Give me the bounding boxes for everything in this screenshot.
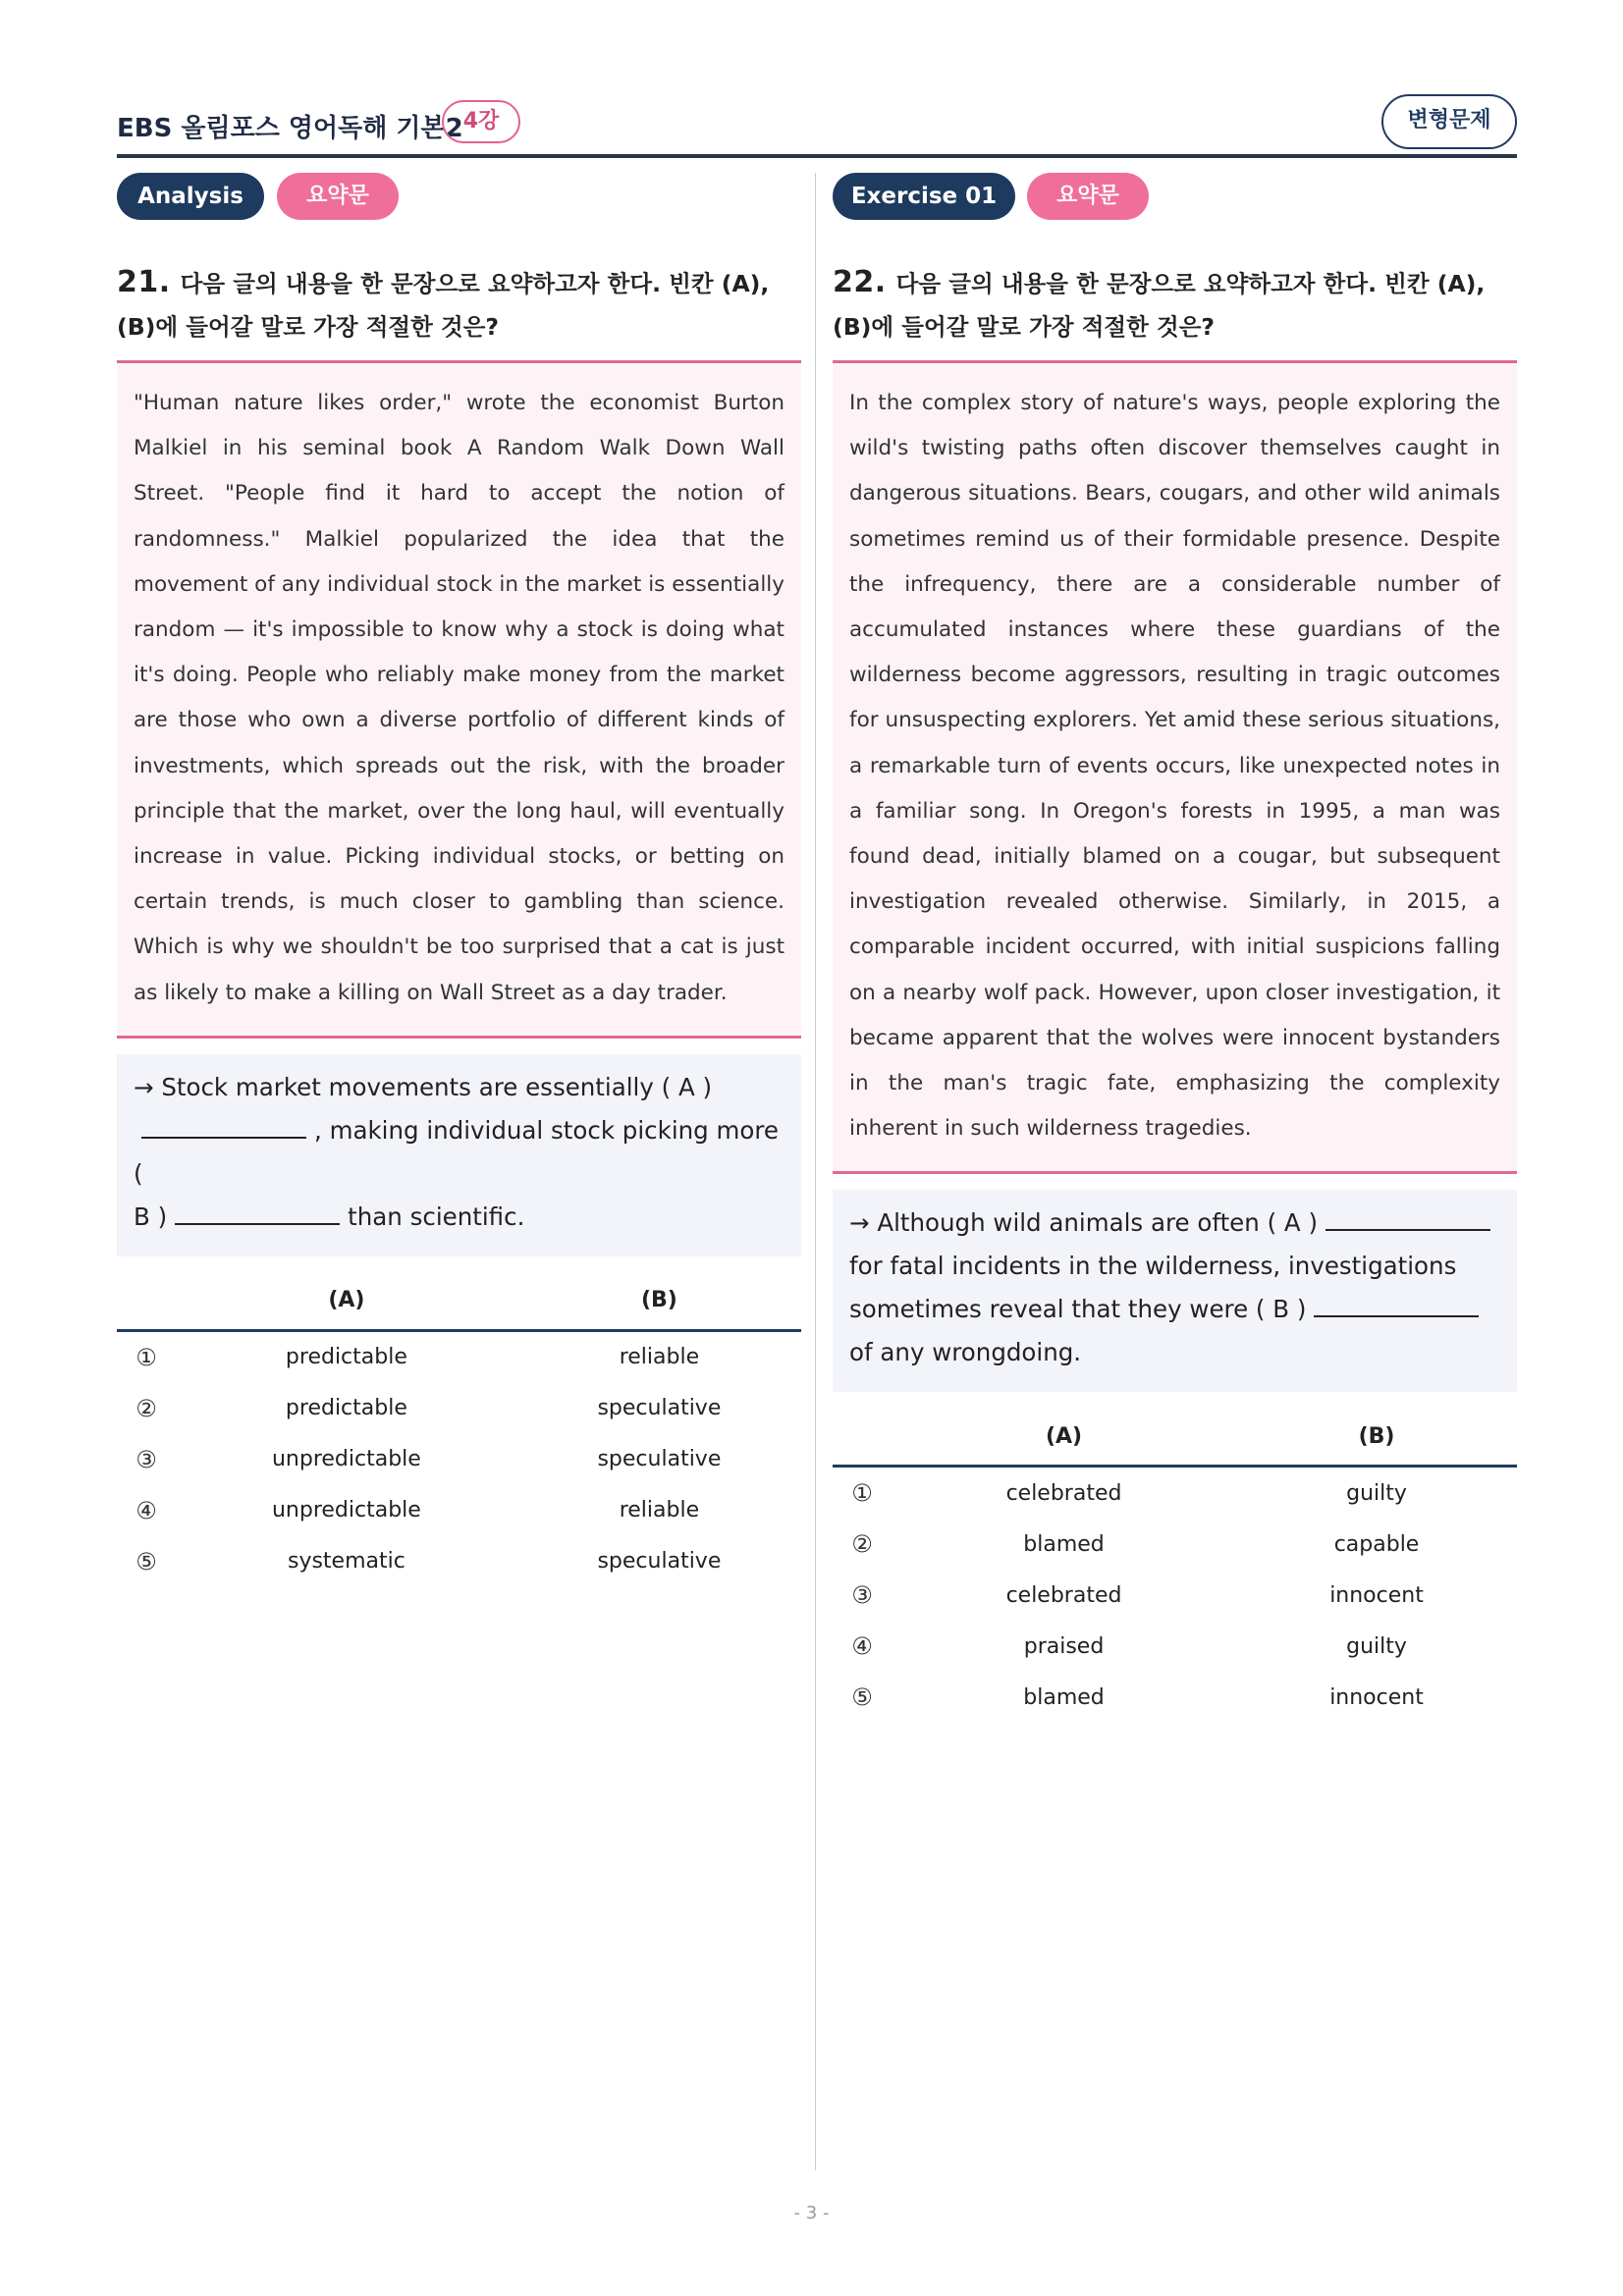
- summary-box: [117, 1054, 801, 1256]
- option-row[interactable]: [117, 1485, 801, 1536]
- header-divider: [117, 154, 1517, 158]
- options-table: [117, 1272, 801, 1587]
- summary-text: than scientific.: [348, 1201, 525, 1231]
- option-b: capable: [1333, 1531, 1420, 1557]
- option-row[interactable]: [117, 1434, 801, 1485]
- column-b-header: (B): [1236, 1408, 1517, 1467]
- option-a: predictable: [285, 1396, 407, 1421]
- option-a: unpredictable: [271, 1447, 421, 1472]
- option-number: ①: [135, 1343, 157, 1371]
- page-header: [117, 94, 1517, 157]
- analysis-tag: Analysis: [117, 173, 264, 220]
- option-a: predictable: [285, 1345, 407, 1370]
- passage-bottom-rule: [833, 1171, 1517, 1174]
- option-b: innocent: [1329, 1684, 1424, 1710]
- summary-text: , making individual stock picking more (: [134, 1115, 779, 1188]
- option-b: guilty: [1346, 1633, 1407, 1659]
- question-heading: [117, 261, 801, 348]
- option-row[interactable]: [117, 1330, 801, 1383]
- options-header-row: [833, 1408, 1517, 1467]
- options-num-header: [833, 1408, 892, 1467]
- option-b: speculative: [597, 1549, 722, 1575]
- option-row[interactable]: [117, 1383, 801, 1434]
- question-number: 21.: [117, 265, 171, 299]
- option-number: ④: [851, 1632, 873, 1661]
- summary-tag: 요약문: [1027, 173, 1149, 220]
- summary-text: for fatal incidents in the wilderness, investigations sometimes reveal that they were ( B ): [849, 1252, 1457, 1324]
- option-row[interactable]: [833, 1519, 1517, 1570]
- options-num-header: [117, 1272, 176, 1331]
- option-a: unpredictable: [271, 1498, 421, 1523]
- option-number: ④: [135, 1496, 157, 1524]
- option-a: blamed: [1023, 1531, 1105, 1557]
- column-divider: [815, 173, 816, 2170]
- option-b: guilty: [1346, 1480, 1407, 1506]
- lesson-badge: 4강: [442, 100, 520, 143]
- page-number: - 3 -: [793, 2203, 830, 2223]
- tag-row: [117, 173, 801, 222]
- option-b: innocent: [1329, 1582, 1424, 1608]
- exercise-tag: Exercise 01: [833, 173, 1015, 220]
- option-number: ⑤: [135, 1547, 157, 1575]
- question-text: 다음 글의 내용을 한 문장으로 요약하고자 한다. 빈칸 (A), (B)에 들어갈 말로 가장 적절한 것은?: [117, 270, 770, 341]
- question-text: 다음 글의 내용을 한 문장으로 요약하고자 한다. 빈칸 (A), (B)에 들어갈 말로 가장 적절한 것은?: [833, 270, 1486, 341]
- option-number: ③: [851, 1581, 873, 1610]
- option-number: ⑤: [851, 1683, 873, 1712]
- passage: In the complex story of nature's ways, people exploring the wild's twisting paths often discover themselves caught in dangerous situations. Bears, cougars, and other wild animals sometimes remind us of their formidable presence. Despite the infrequency, there are a considerable number of accumulated instances where these guardians of the wilderness become aggressors, resulting in tragic outcomes for unsuspecting explorers. Yet amid these serious situations, a remarkable turn of events occurs, like unexpected notes in a familiar song. In Oregon's forests in 1995, a man was found dead, initially blamed on a cougar, but subsequent investigation revealed otherwise. Similarly, in 2015, a comparable incident occurred, with initial suspicions falling on a nearby wolf pack. However, upon closer investigation, it became apparent that the wolves were innocent bystanders in the man's tragic fate, emphasizing the complexity inherent in such wilderness tragedies.: [833, 363, 1517, 1171]
- variant-badge: 변형문제: [1381, 94, 1517, 149]
- summary-text: → Although wild animals are often ( A ): [849, 1208, 1319, 1238]
- option-row[interactable]: [833, 1467, 1517, 1520]
- blank-b: [175, 1198, 340, 1225]
- blank-a: [141, 1111, 306, 1139]
- option-row[interactable]: [833, 1672, 1517, 1723]
- summary-tag: 요약문: [277, 173, 399, 220]
- option-b: reliable: [619, 1498, 700, 1523]
- options-header-row: [117, 1272, 801, 1331]
- option-b: speculative: [597, 1447, 722, 1472]
- column-a-header: (A): [176, 1272, 517, 1331]
- summary-text: B ): [134, 1201, 168, 1231]
- left-column: [117, 173, 801, 1587]
- summary-text: → Stock market movements are essentially ( A ): [134, 1072, 713, 1101]
- summary-box: [833, 1190, 1517, 1392]
- option-number: ①: [851, 1479, 873, 1508]
- option-a: celebrated: [1005, 1582, 1122, 1608]
- option-number: ②: [135, 1394, 157, 1422]
- option-number: ②: [851, 1530, 873, 1559]
- option-a: systematic: [287, 1549, 406, 1575]
- option-b: speculative: [597, 1396, 722, 1421]
- blank-b: [1314, 1290, 1479, 1317]
- option-a: praised: [1023, 1633, 1105, 1659]
- option-row[interactable]: [833, 1621, 1517, 1672]
- option-a: celebrated: [1005, 1480, 1122, 1506]
- tag-row: [833, 173, 1517, 222]
- question-heading: [833, 261, 1517, 348]
- question-number: 22.: [833, 265, 887, 299]
- option-number: ③: [135, 1445, 157, 1473]
- column-b-header: (B): [517, 1272, 801, 1331]
- option-a: blamed: [1023, 1684, 1105, 1710]
- summary-text: of any wrongdoing.: [849, 1338, 1082, 1367]
- options-table: [833, 1408, 1517, 1723]
- passage-bottom-rule: [117, 1036, 801, 1039]
- option-b: reliable: [619, 1345, 700, 1370]
- right-column: [833, 173, 1517, 1723]
- passage: "Human nature likes order," wrote the economist Burton Malkiel in his seminal book A Random Walk Down Wall Street. "People find it hard to accept the notion of randomness." Malkiel popularized the idea that the movement of any individual stock in the market is essentially random — it's impossible to know why a stock is doing what it's doing. People who reliably make money from the market are those who own a diverse portfolio of different kinds of investments, which spreads out the risk, with the broader principle that the market, over the long haul, will eventually increase in value. Picking individual stocks, or betting on certain trends, is much closer to gambling than science. Which is why we shouldn't be too surprised that a cat is just as likely to make a killing on Wall Street as a day trader.: [117, 363, 801, 1036]
- blank-a: [1325, 1203, 1490, 1231]
- option-row[interactable]: [833, 1570, 1517, 1621]
- column-a-header: (A): [892, 1408, 1236, 1467]
- book-title: EBS 올림포스 영어독해 기본2: [117, 114, 463, 143]
- option-row[interactable]: [117, 1536, 801, 1587]
